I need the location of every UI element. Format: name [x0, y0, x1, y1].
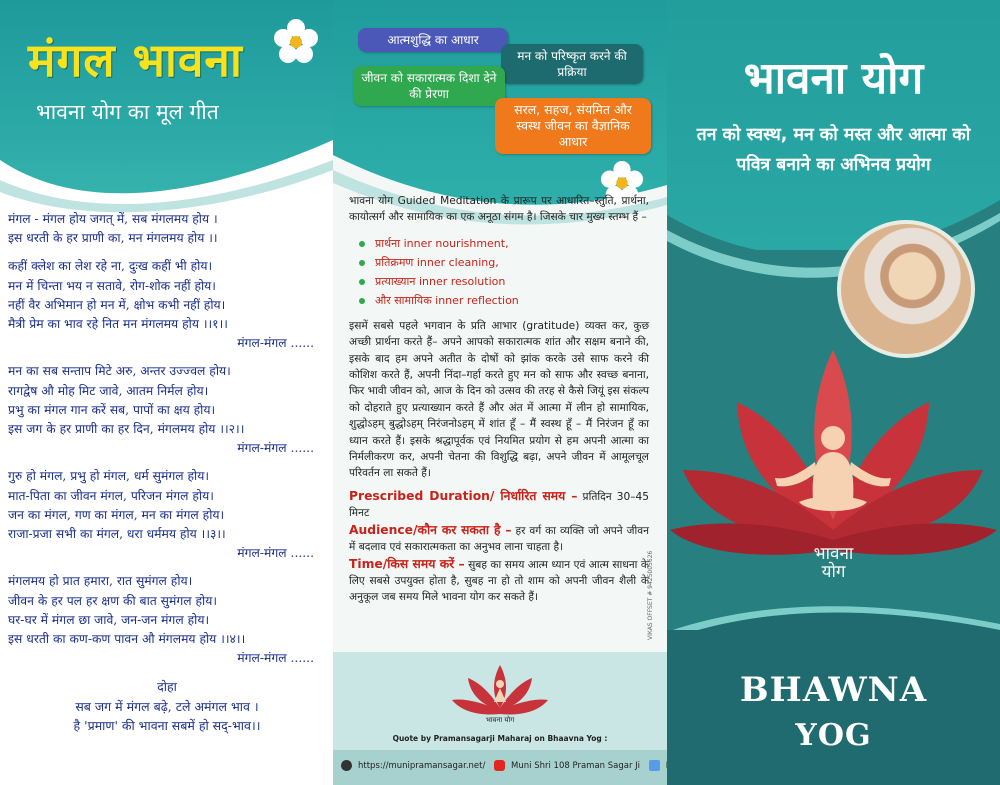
- poem-stanza: [8, 210, 326, 248]
- duration-value: प्रतिदिन 30–45 मिनट: [349, 490, 649, 520]
- pillar-label: प्रार्थना inner nourishment,: [375, 236, 509, 250]
- website-link[interactable]: https://munipramansagar.net/: [358, 761, 486, 771]
- lotus-meditation-icon: [667, 330, 1000, 630]
- pillar-item: [359, 253, 649, 272]
- brand-title-line2: YOG: [795, 718, 872, 753]
- poem-line: जीवन के हर पल हर क्षण की बात सुमंगल होय।: [8, 593, 218, 608]
- right-panel: [667, 0, 1000, 785]
- pillar-item: [359, 272, 649, 291]
- poem-stanza: [8, 467, 326, 563]
- flower-icon: [272, 18, 320, 66]
- poem-line: राजा-प्रजा सभी का मंगल, धरा धर्ममय होय ।।३।।: [8, 527, 226, 542]
- youtube-link[interactable]: Muni Shri 108 Praman Sagar Ji: [511, 761, 641, 771]
- left-wave-decoration: [0, 130, 333, 220]
- audience-label: Audience/कौन कर सकता है –: [349, 522, 512, 537]
- poem-line: गुरु हो मंगल, प्रभु हो मंगल, धर्म सुमंगल होय।: [8, 469, 210, 484]
- lotus-caption: [667, 545, 1000, 581]
- globe-icon: [341, 760, 352, 771]
- poem-refrain: मंगल-मंगल ......: [237, 546, 314, 561]
- poem-refrain: मंगल-मंगल ......: [237, 336, 314, 351]
- poem-line: रागद्वेष औ मोह मिट जावे, आतम निर्मल होय।: [8, 383, 209, 398]
- duration-label: Prescribed Duration/ निर्धारित समय –: [349, 488, 578, 503]
- small-lotus-logo-icon: [450, 660, 550, 720]
- poem-line: मात-पिता का जीवन मंगल, परिजन मंगल होय।: [8, 488, 214, 503]
- poem-stanza: [8, 257, 326, 353]
- poem-stanza: [8, 572, 326, 668]
- audience-paragraph: [349, 522, 649, 556]
- poem-line: मंगलमय हो प्रात हमारा, रात सुमंगल होय।: [8, 574, 193, 589]
- left-title: मंगल भावना: [28, 33, 243, 87]
- brand-title-line1: BHAWNA: [739, 670, 928, 710]
- left-panel: [0, 0, 333, 785]
- time-paragraph: [349, 556, 649, 606]
- poem-line: इस धरती का कण-कण पावन औ मंगलमय होय ।।४।।: [8, 632, 246, 647]
- bullet-icon: [359, 260, 365, 266]
- right-subtitle: तन को स्वस्थ, मन को मस्त और आत्मा को पवित्र बनाने का अभिनव प्रयोग: [696, 125, 971, 175]
- middle-body-text: [349, 193, 649, 606]
- printer-credit: VIKAS OFFSET # 9425005626: [647, 550, 654, 640]
- poem-line: मन में चिन्ता भय न सतावे, रोग-शोक नहीं होय।: [8, 278, 216, 293]
- mangal-bhavna-poem: [8, 210, 326, 735]
- poem-line: कहीं क्लेश का लेश रहे ना, दुःख कहीं भी होय।: [8, 259, 213, 274]
- time-label: Time/किस समय करें –: [349, 556, 465, 571]
- bullet-icon: [359, 298, 365, 304]
- poem-line: मन का सब सन्ताप मिटे अरु, अन्तर उज्ज्वल होय।: [8, 364, 231, 379]
- right-title: भावना योग: [743, 53, 924, 104]
- lotus-caption-line: योग: [821, 562, 846, 582]
- bullet-icon: [359, 279, 365, 285]
- pillars-list: [359, 234, 649, 310]
- pillar-label: और सामायिक inner reflection: [375, 293, 519, 307]
- middle-footer: [333, 652, 667, 785]
- pillar-item: [359, 234, 649, 253]
- doha-heading: दोहा: [157, 679, 177, 695]
- tag-self-purification: आत्मशुद्धि का आधार: [358, 28, 508, 52]
- poem-line: घर-घर में मंगल छा जावे, जन-जन मंगल होय।: [8, 612, 210, 627]
- description-paragraph: इसमें सबसे पहले भगवान के प्रति आभार (gratitude) व्यक्त कर, कुछ अच्छी प्रार्थना करते हैं– अपने आपको सकारात्मक शांत और सक्षम बनाने की, इसके बाद हम अपने अतीत के दोषों को झांक करके उसे साफ करने की कोशिश करते हैं, अपनी निंदा–गर्हा करते हुए मन को साफ और स्वच्छ बनाना, फिर भावी जीवन को, आज के दिन को उत्सव की तरह से कैसे जियूं इस संकल्प को दोहराते हुए प्रत्याख्यान करते हैं और अंत में आत्मा में लीन हो सामायिक, शुद्धोऽहम् बुद्धोऽहम् निरंजनोऽहम् में शांत हूँ – मैं स्वस्थ हूँ – मैं निरंजन हूँ का ध्यान करते हैं। इसके श्रद्धापूर्वक एवं नियमित प्रयोग से हम अपनी आत्मा का निर्मलीकरण कर, अपनी चेतना की विशुद्धि बढ़ा, अपने जीवन में आमूलचूल परिवर्तन ला सकते हैं।: [349, 319, 649, 480]
- poem-line: नहीं वैर अभिमान हो मन में, क्षोभ कभी नहीं होय।: [8, 297, 226, 312]
- pillar-item: [359, 291, 649, 310]
- pillar-label: प्रतिक्रमण inner cleaning,: [375, 255, 499, 269]
- small-logo-text: भावना योग: [485, 716, 515, 724]
- pillar-label: प्रत्याख्यान inner resolution: [375, 274, 506, 288]
- duration-paragraph: [349, 488, 649, 522]
- poem-line: जन का मंगल, गण का मंगल, मन का मंगल होय।: [8, 507, 225, 522]
- poem-refrain: मंगल-मंगल ......: [237, 441, 314, 456]
- middle-panel: [333, 0, 667, 785]
- play-store-icon: [649, 760, 660, 771]
- intro-paragraph: भावना योग Guided Meditation के प्रारूप पर आधारित–स्तुति, प्रार्थना, कायोत्सर्ग और सामायिक का एक अनूठा संगम है। जिसके चार मुख्य स्तम्भ हैं –: [349, 195, 649, 224]
- tag-mind-refinement: मन को परिष्कृत करने की प्रक्रिया: [501, 44, 643, 84]
- poem-line: मंगल - मंगल होय जगत् में, सब मंगलमय होय ।: [8, 212, 218, 226]
- tag-positive-direction: जीवन को सकारात्मक दिशा देने की प्रेरणा: [353, 66, 505, 106]
- poem-line: इस धरती के हर प्राणी का, मन मंगलमय होय ।।: [8, 231, 218, 246]
- audience-value: हर वर्ग का व्यक्ति जो अपने जीवन में बदलाव एवं सकारात्मकता का अनुभव लाना चाहता है।: [349, 524, 649, 554]
- doha-line: है 'प्रमाण' की भावना सबमें हो सद्-भाव।।: [73, 717, 261, 733]
- tag-scientific-basis: सरल, सहज, संयमित और स्वस्थ जीवन का वैज्ञानिक आधार: [495, 98, 651, 154]
- bullet-icon: [359, 241, 365, 247]
- poem-line: मैत्री प्रेम का भाव रहे नित मन मंगलमय होय ।।१।।: [8, 317, 228, 332]
- left-subtitle: भावना योग का मूल गीत: [36, 100, 219, 124]
- poem-line: इस जग के हर प्राणी का हर दिन, मंगलमय होय ।।२।।: [8, 422, 245, 437]
- quote-caption: Quote by Pramansagarji Maharaj on Bhaavna Yog :: [392, 734, 608, 743]
- youtube-icon: [494, 760, 505, 771]
- poem-refrain: मंगल-मंगल ......: [237, 651, 314, 666]
- time-value: सुबह का समय आत्म ध्यान एवं आत्म साधना के लिए सबसे उपयुक्त होता है, सुबह ना हो तो शाम को अपनी जीवन शैली के अनुकूल जब समय मिले भावना योग कर सकते हैं।: [349, 558, 649, 604]
- poem-line: प्रभु का मंगल गान करें सब, पापों का क्षय होय।: [8, 402, 216, 417]
- poem-stanza: [8, 362, 326, 458]
- links-row: [341, 760, 712, 771]
- lotus-caption-line: भावना: [813, 544, 854, 564]
- doha-line: सब जग में मंगल बढ़े, टले अमंगल भाव ।: [75, 698, 259, 714]
